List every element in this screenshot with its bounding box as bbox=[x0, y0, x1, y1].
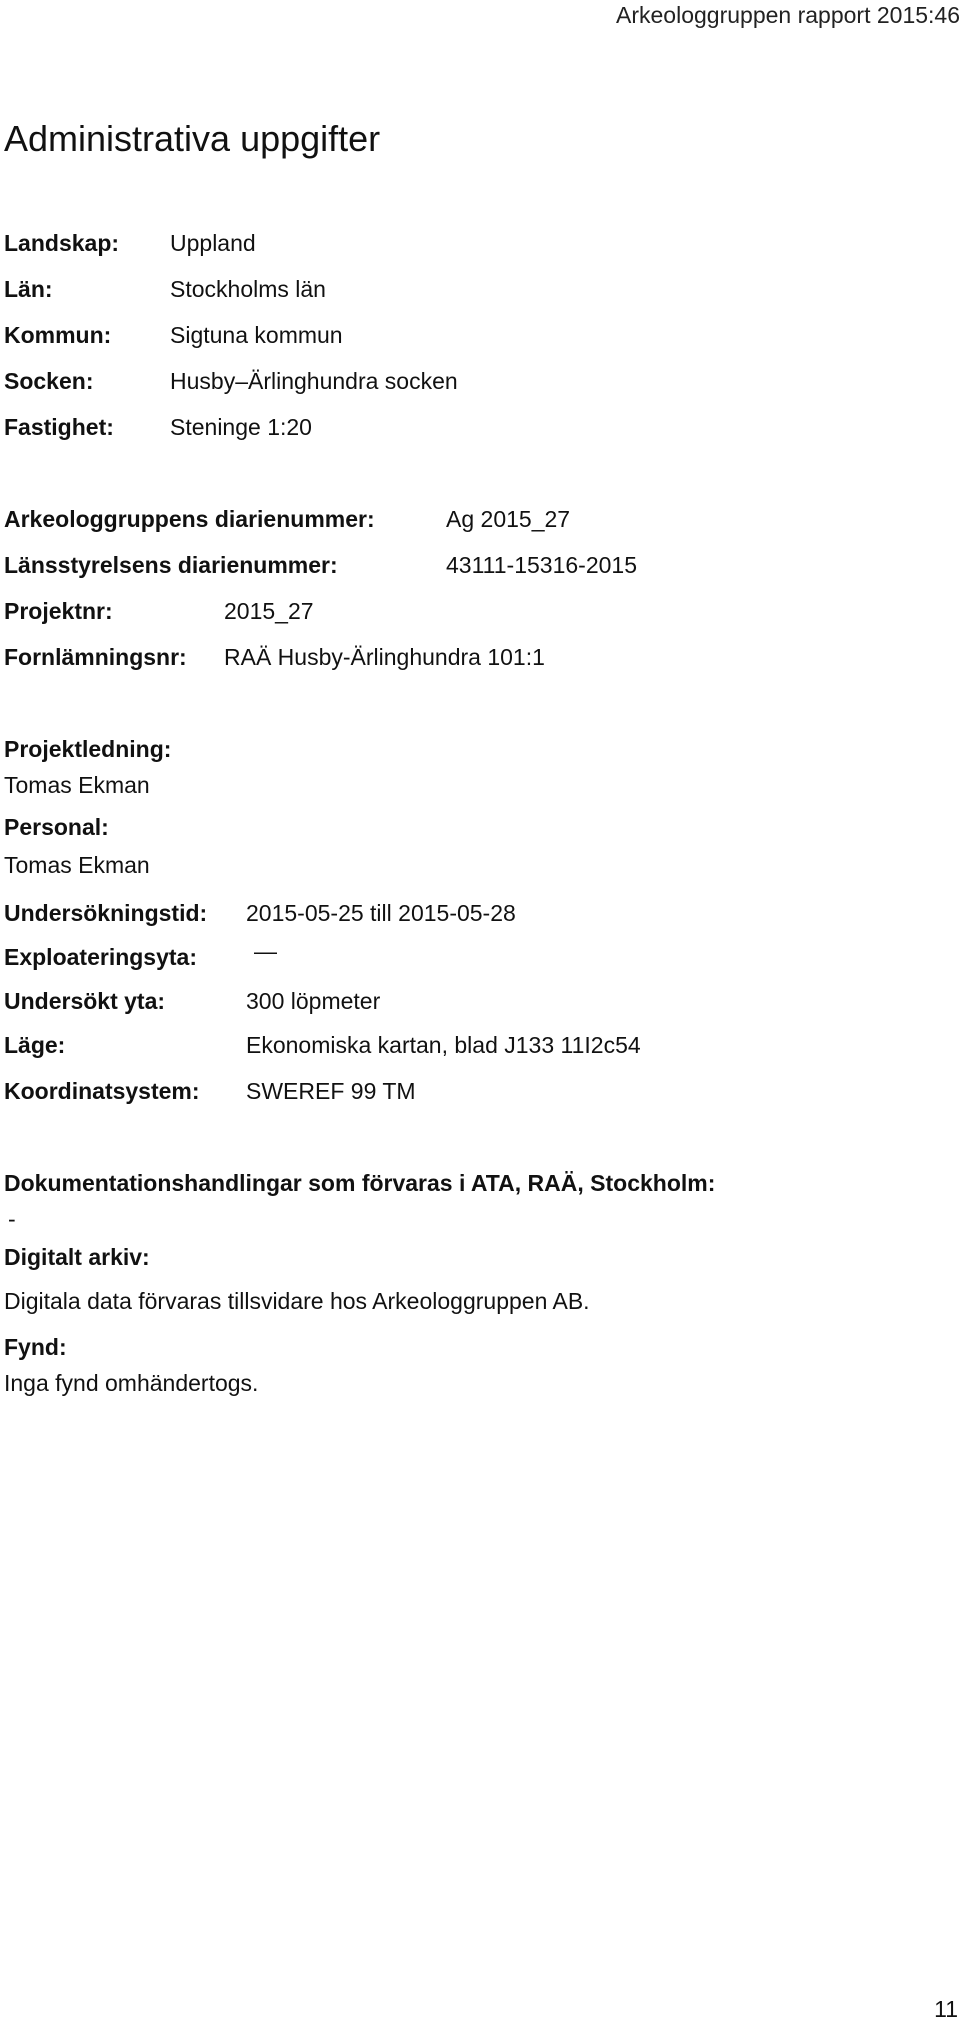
dokumentation-value: - bbox=[8, 1206, 16, 1232]
undersokningstid-label: Undersökningstid: bbox=[4, 900, 208, 926]
landskap-label: Landskap: bbox=[4, 230, 120, 256]
digitalt-arkiv-value: Digitala data förvaras tillsvidare hos Arkeologgruppen AB. bbox=[4, 1288, 590, 1314]
socken-label: Socken: bbox=[4, 368, 94, 394]
ag-diarie-value: Ag 2015_27 bbox=[446, 506, 571, 532]
undersokt-yta-value: 300 löpmeter bbox=[246, 988, 381, 1014]
personal-label: Personal: bbox=[4, 814, 109, 840]
fornlamning-value: RAÄ Husby-Ärlinghundra 101:1 bbox=[224, 644, 545, 670]
fynd-value: Inga fynd omhändertogs. bbox=[4, 1370, 259, 1396]
lage-label: Läge: bbox=[4, 1032, 66, 1058]
ag-diarie-label: Arkeologgruppens diarienummer: bbox=[4, 506, 375, 532]
exploateringsyta-label: Exploateringsyta: bbox=[4, 944, 197, 970]
personal-value: Tomas Ekman bbox=[4, 852, 150, 878]
lan-value: Stockholms län bbox=[170, 276, 326, 302]
fynd-label: Fynd: bbox=[4, 1334, 67, 1360]
fastighet-label: Fastighet: bbox=[4, 414, 114, 440]
digitalt-arkiv-label: Digitalt arkiv: bbox=[4, 1244, 150, 1270]
projektledning-label: Projektledning: bbox=[4, 736, 172, 762]
kommun-label: Kommun: bbox=[4, 322, 112, 348]
page-number: 11 bbox=[934, 1996, 958, 2022]
running-header: Arkeologgruppen rapport 2015:46 bbox=[616, 2, 960, 28]
page-title: Administrativa uppgifter bbox=[4, 118, 381, 159]
projektnr-label: Projektnr: bbox=[4, 598, 113, 624]
lst-diarie-value: 43111-15316-2015 bbox=[446, 552, 637, 578]
fastighet-value: Steninge 1:20 bbox=[170, 414, 312, 440]
projektledning-value: Tomas Ekman bbox=[4, 772, 150, 798]
undersokt-yta-label: Undersökt yta: bbox=[4, 988, 166, 1014]
exploateringsyta-value: — bbox=[254, 938, 277, 964]
koordinatsystem-label: Koordinatsystem: bbox=[4, 1078, 200, 1104]
lst-diarie-label: Länsstyrelsens diarienummer: bbox=[4, 552, 338, 578]
lage-value: Ekonomiska kartan, blad J133 11I2c54 bbox=[246, 1032, 641, 1058]
kommun-value: Sigtuna kommun bbox=[170, 322, 343, 348]
undersokningstid-value: 2015-05-25 till 2015-05-28 bbox=[246, 900, 516, 926]
projektnr-value: 2015_27 bbox=[224, 598, 314, 624]
socken-value: Husby–Ärlinghundra socken bbox=[170, 368, 458, 394]
landskap-value: Uppland bbox=[170, 230, 256, 256]
lan-label: Län: bbox=[4, 276, 53, 302]
koordinatsystem-value: SWEREF 99 TM bbox=[246, 1078, 416, 1104]
fornlamning-label: Fornlämningsnr: bbox=[4, 644, 187, 670]
dokumentation-label: Dokumentationshandlingar som förvaras i ATA, RAÄ, Stockholm: bbox=[4, 1170, 716, 1196]
